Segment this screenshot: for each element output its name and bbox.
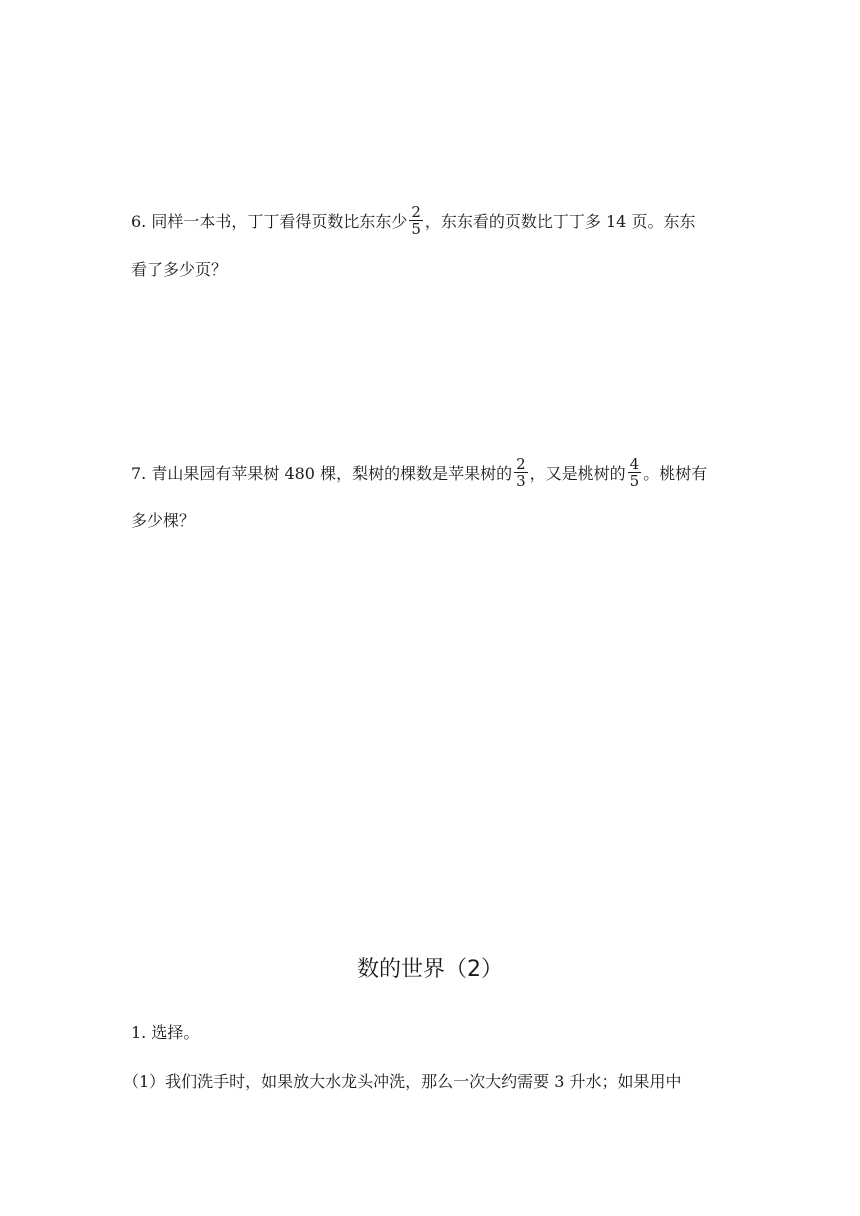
section2-question-1-sub-1: （1）我们洗手时，如果放大水龙头冲洗，那么一次大约需要 3 升水；如果用中 [123,1072,682,1091]
question-7-text-a: 7. 青山果园有苹果树 480 棵，梨树的棵数是苹果树的 [131,464,513,483]
question-7-text-c: 。桃树有 [643,464,708,483]
section2-question-1-label: 1. 选择。 [131,1023,200,1042]
question-6-text-b: ，东东看的页数比丁丁多 14 页。东东 [424,212,696,231]
section-title: 数的世界（2） [357,957,503,982]
fraction-two-fifths: $\frac{2}{5}$ [411,203,421,238]
fraction-four-fifths: $\frac{4}{5}$ [629,455,640,490]
question-6-line-1 [131,203,731,239]
question-7-line-1 [131,455,731,491]
fraction-two-thirds: $\frac{2}{3}$ [516,455,526,490]
question-7-text-b: ，又是桃树的 [529,464,626,483]
question-6-line-2: 看了多少页？ [131,260,228,279]
question-6-text-a: 6. 同样一本书，丁丁看得页数比东东少 [131,212,408,231]
question-7-line-2: 多少棵？ [131,511,196,530]
